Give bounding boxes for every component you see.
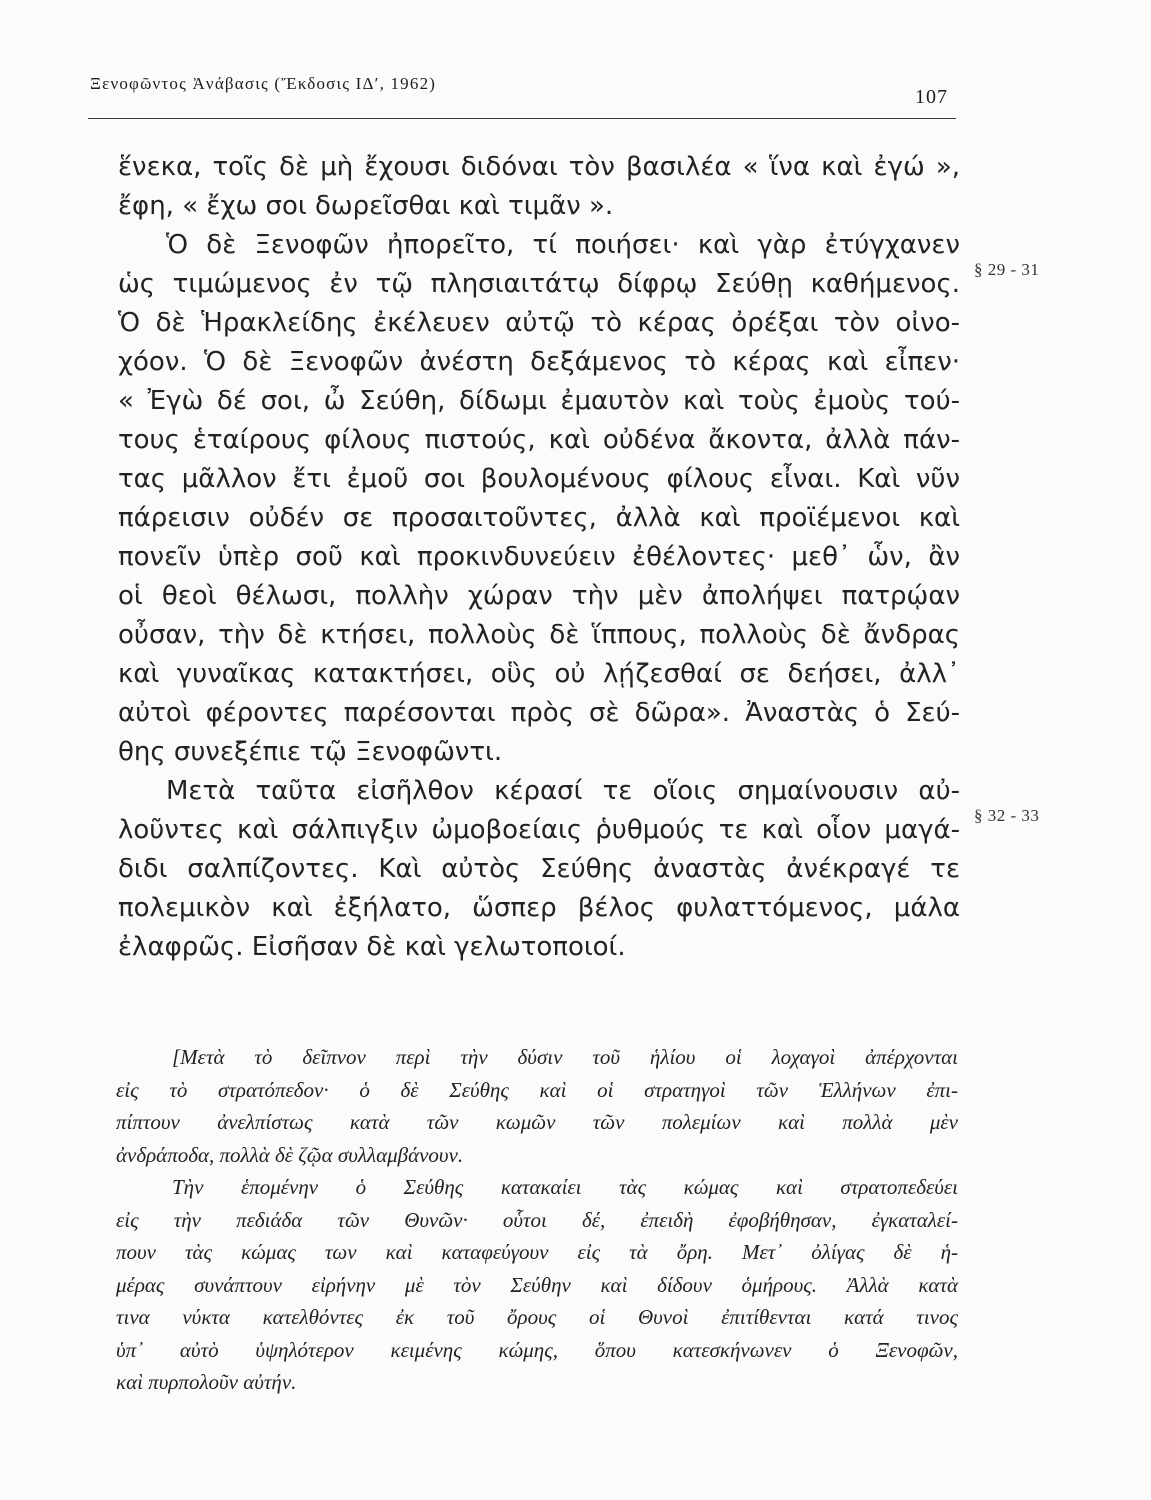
page-number: 107 xyxy=(915,86,948,108)
running-title: Ξενοφῶντος Ἀνάβασις (Ἔκδοσις ΙΔ′, 1962) xyxy=(90,74,437,93)
text-line: ἐλαφρῶς. Εἰσῆσαν δὲ καὶ γελωτοποιοί. xyxy=(118,932,626,962)
text-line: ὡς τιμώμενος ἐν τῷ πλησιαιτάτῳ δίφρῳ Σεύθῃ καθήμενος. xyxy=(118,269,960,299)
text-line: οἱ θεοὶ θέλωσι, πολλὴν χώραν τὴν μὲν ἀπολήψει πατρῴαν xyxy=(118,581,960,611)
running-header xyxy=(88,68,956,119)
summary-line: Τὴν ἑπομένην ὁ Σεύθης κατακαίει τὰς κώμας καὶ στρατοπεδεύει xyxy=(172,1175,958,1199)
text-line: πολεμικὸν καὶ ἐξήλατο, ὥσπερ βέλος φυλαττόμενος, μάλα xyxy=(118,893,960,923)
text-line: θης συνεξέπιε τῷ Ξενοφῶντι. xyxy=(118,737,503,767)
text-line: τους ἑταίρους φίλους πιστούς, καὶ οὐδένα ἄκοντα, ἀλλὰ πάν- xyxy=(118,425,960,455)
summary-line: πουν τὰς κώμας των καὶ καταφεύγουν εἰς τὰ ὄρη. Μετ᾽ ὀλίγας δὲ ἡ- xyxy=(116,1240,958,1264)
text-line: λοῦντες καὶ σάλπιγξιν ὠμοβοείαις ῥυθμούς τε καὶ οἷον μαγά- xyxy=(118,815,960,845)
summary-line: [Μετὰ τὸ δεῖπνον περὶ τὴν δύσιν τοῦ ἡλίου οἱ λοχαγοὶ ἀπέρχονται xyxy=(172,1045,958,1069)
main-greek-text xyxy=(118,148,960,967)
text-line: Ὁ δὲ Ξενοφῶν ἠπορεῖτο, τί ποιήσει· καὶ γὰρ ἐτύγχανεν xyxy=(166,230,960,260)
text-line: « Ἐγὼ δέ σοι, ὦ Σεύθη, δίδωμι ἐμαυτὸν καὶ τοὺς ἐμοὺς τού- xyxy=(118,386,960,416)
margin-section-ref: § 29 - 31 xyxy=(974,260,1040,279)
text-line: χόον. Ὁ δὲ Ξενοφῶν ἀνέστη δεξάμενος τὸ κέρας καὶ εἶπεν· xyxy=(118,347,960,377)
summary-line: μέρας συνάπτουν εἰρήνην μὲ τὸν Σεύθην καὶ δίδουν ὁμήρους. Ἀλλὰ κατὰ xyxy=(116,1272,958,1297)
text-line: τας μᾶλλον ἔτι ἐμοῦ σοι βουλομένους φίλους εἶναι. Καὶ νῦν xyxy=(118,464,960,494)
text-line: πονεῖν ὑπὲρ σοῦ καὶ προκινδυνεύειν ἐθέλοντες· μεθ᾽ ὧν, ἂν xyxy=(118,542,960,572)
text-line: Μετὰ ταῦτα εἰσῆλθον κέρασί τε οἵοις σημαίνουσιν αὐ- xyxy=(166,776,960,806)
text-line: ἔφη, « ἔχω σοι δωρεῖσθαι καὶ τιμᾶν ». xyxy=(118,191,614,221)
summary-line: τινα νύκτα κατελθόντες ἐκ τοῦ ὄρους οἱ Θυνοὶ ἐπιτίθενται κατά τινος xyxy=(116,1305,958,1329)
summary-italic-text xyxy=(116,1041,958,1399)
text-line: Ὁ δὲ Ἡρακλείδης ἐκέλευεν αὐτῷ τὸ κέρας ὀρέξαι τὸν οἰνο- xyxy=(118,308,960,338)
text-line: οὖσαν, τὴν δὲ κτήσει, πολλοὺς δὲ ἵππους, πολλοὺς δὲ ἄνδρας xyxy=(118,620,960,650)
text-line: ἕνεκα, τοῖς δὲ μὴ ἔχουσι διδόναι τὸν βασιλέα « ἵνα καὶ ἐγώ », xyxy=(118,152,960,182)
summary-line: εἰς τὴν πεδιάδα τῶν Θυνῶν· οὗτοι δέ, ἐπειδὴ ἐφοβήθησαν, ἐγκαταλεί- xyxy=(116,1207,958,1232)
summary-line: ὑπ᾽ αὐτὸ ὑψηλότερον κειμένης κώμης, ὅπου κατεσκήνωνεν ὁ Ξενοφῶν, xyxy=(116,1337,958,1362)
text-line: διδι σαλπίζοντες. Καὶ αὐτὸς Σεύθης ἀναστὰς ἀνέκραγέ τε xyxy=(118,854,960,884)
text-line: καὶ γυναῖκας κατακτήσει, οὓς οὐ λῄζεσθαί σε δεήσει, ἀλλ᾽ xyxy=(118,659,960,689)
summary-line: πίπτουν ἀνελπίστως κατὰ τῶν κωμῶν τῶν πολεμίων καὶ πολλὰ μὲν xyxy=(116,1110,958,1134)
text-line: αὐτοὶ φέροντες παρέσονται πρὸς σὲ δῶρα». Ἀναστὰς ὁ Σεύ- xyxy=(118,698,960,728)
summary-line: καὶ πυρπολοῦν αὐτήν. xyxy=(116,1370,297,1394)
summary-line: εἰς τὸ στρατόπεδον· ὁ δὲ Σεύθης καὶ οἱ στρατηγοὶ τῶν Ἑλλήνων ἐπι- xyxy=(116,1077,958,1102)
margin-section-ref: § 32 - 33 xyxy=(974,806,1040,825)
text-line: πάρεισιν οὐδέν σε προσαιτοῦντες, ἀλλὰ καὶ προϊέμενοι καὶ xyxy=(118,503,960,533)
summary-line: ἀνδράποδα, πολλὰ δὲ ζῷα συλλαμβάνουν. xyxy=(116,1142,464,1167)
